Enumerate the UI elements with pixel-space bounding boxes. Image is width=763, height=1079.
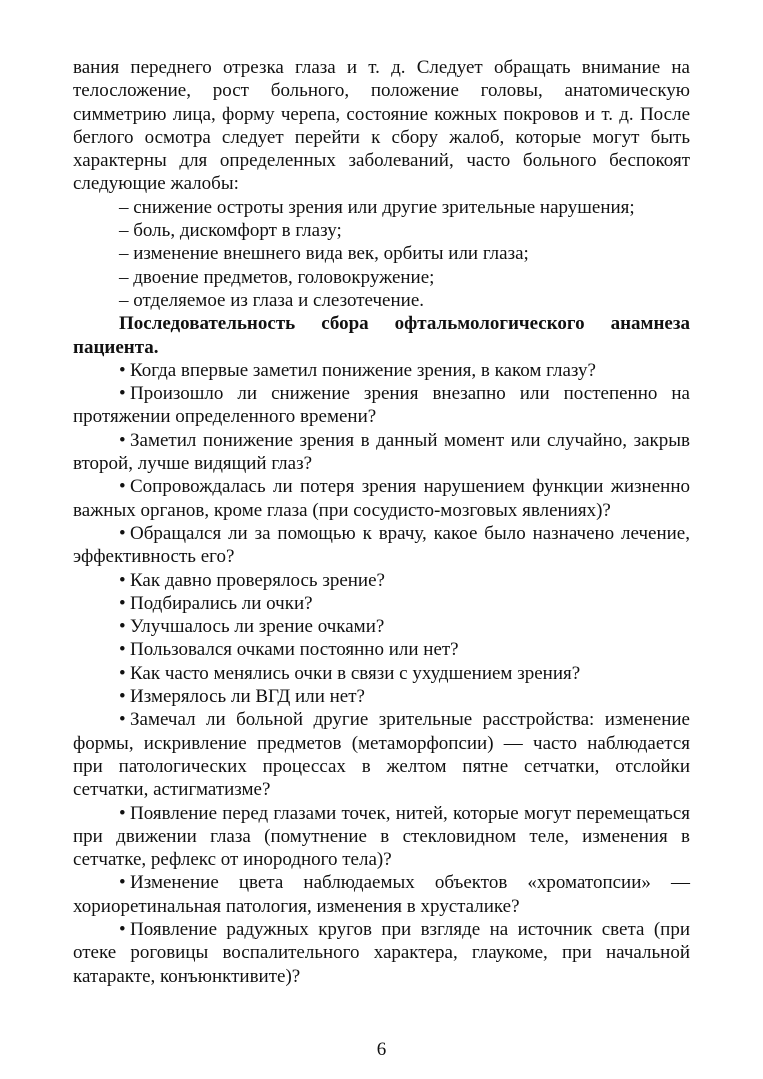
question-item: [73, 475, 690, 522]
question-item: [73, 918, 690, 988]
question-item: [73, 522, 690, 569]
complaint-item: – двоение предметов, головокружение;: [119, 266, 435, 288]
question-text: Сопровождалась ли потеря зрения нарушением функции жизненно важных органов, кроме глаза (при сосудисто-мозговых явлениях)?: [73, 476, 690, 521]
bullet-icon: •: [119, 686, 126, 708]
question-text: Появление радужных кругов при взгляде на источник света (при отеке роговицы воспалительного характера, глаукоме, при начальной катаракте, конъюнктивите)?: [73, 918, 690, 987]
bullet-icon: •: [119, 592, 126, 614]
question-text: Улучшалось ли зрение очками?: [130, 616, 385, 638]
question-text: Когда впервые заметил понижение зрения, в каком глазу?: [130, 359, 596, 381]
question-text: Замечал ли больной другие зрительные расстройства: изменение формы, искривление предметов (метаморфопсии) — часто наблюдается при патологических процессах в желтом пятне сетчатки, отслойки сетчатки, астигматизме?: [73, 709, 690, 801]
question-text: Подбирались ли очки?: [130, 592, 313, 614]
question-text: Произошло ли снижение зрения внезапно или постепенно на протяжении определенного времени?: [73, 383, 690, 428]
bullet-icon: •: [119, 359, 126, 381]
complaint-item: – снижение остроты зрения или другие зрительные нарушения;: [119, 196, 635, 218]
question-item: [73, 802, 690, 872]
question-item: [73, 429, 690, 476]
page-number: 6: [376, 1039, 387, 1060]
complaints-list: [73, 196, 690, 312]
question-text: Изменение цвета наблюдаемых объектов «хроматопсии» — хориоретинальная патология, изменения в хрусталике?: [73, 872, 690, 917]
intro-paragraph: вания переднего отрезка глаза и т. д. Следует обращать внимание на телосложение, рост больного, положение головы, анатомическую симметрию лица, форму черепа, состояние кожных покровов и т. д. После беглого осмотра следует перейти к сбору жалоб, которые могут быть характерны для определенных заболеваний, часто больного беспокоят следующие жалобы:: [73, 57, 690, 195]
question-item: [73, 615, 690, 638]
bullet-icon: •: [119, 476, 126, 498]
bullet-icon: •: [119, 872, 126, 894]
bullet-icon: •: [119, 383, 126, 405]
question-item: [73, 871, 690, 918]
question-item: [73, 569, 690, 592]
bullet-icon: •: [119, 662, 126, 684]
question-text: Появление перед глазами точек, нитей, которые могут перемещаться при движении глаза (помутнение в стекловидном теле, изменения в сетчатке, рефлекс от инородного тела)?: [73, 802, 690, 871]
bullet-icon: •: [119, 709, 126, 731]
bullet-icon: •: [119, 569, 126, 591]
question-text: Пользовался очками постоянно или нет?: [130, 639, 459, 661]
section-heading: Последовательность сбора офтальмологического анамнеза пациента.: [73, 313, 690, 358]
question-item: [73, 708, 690, 801]
question-item: [73, 382, 690, 429]
question-item: [73, 662, 690, 685]
question-text: Измерялось ли ВГД или нет?: [130, 686, 365, 708]
question-item: [73, 592, 690, 615]
bullet-icon: •: [119, 802, 126, 824]
question-item: [73, 685, 690, 708]
complaint-item: – боль, дискомфорт в глазу;: [119, 220, 342, 242]
question-text: Как часто менялись очки в связи с ухудшением зрения?: [130, 662, 581, 684]
complaint-item: – отделяемое из глаза и слезотечение.: [119, 289, 425, 311]
bullet-icon: •: [119, 639, 126, 661]
bullet-icon: •: [119, 918, 126, 940]
question-text: Как давно проверялось зрение?: [130, 569, 385, 591]
question-text: Обращался ли за помощью к врачу, какое было назначено лечение, эффективность его?: [73, 522, 690, 568]
document-page: [73, 56, 690, 988]
bullet-icon: •: [119, 616, 126, 638]
question-item: [73, 638, 690, 661]
question-item: [73, 359, 690, 382]
question-text: Заметил понижение зрения в данный момент или случайно, закрыв второй, лучше видящий глаз?: [73, 429, 690, 475]
questions-list: [73, 359, 690, 988]
bullet-icon: •: [119, 429, 126, 451]
bullet-icon: •: [119, 522, 126, 544]
complaint-item: – изменение внешнего вида век, орбиты или глаза;: [119, 243, 529, 265]
